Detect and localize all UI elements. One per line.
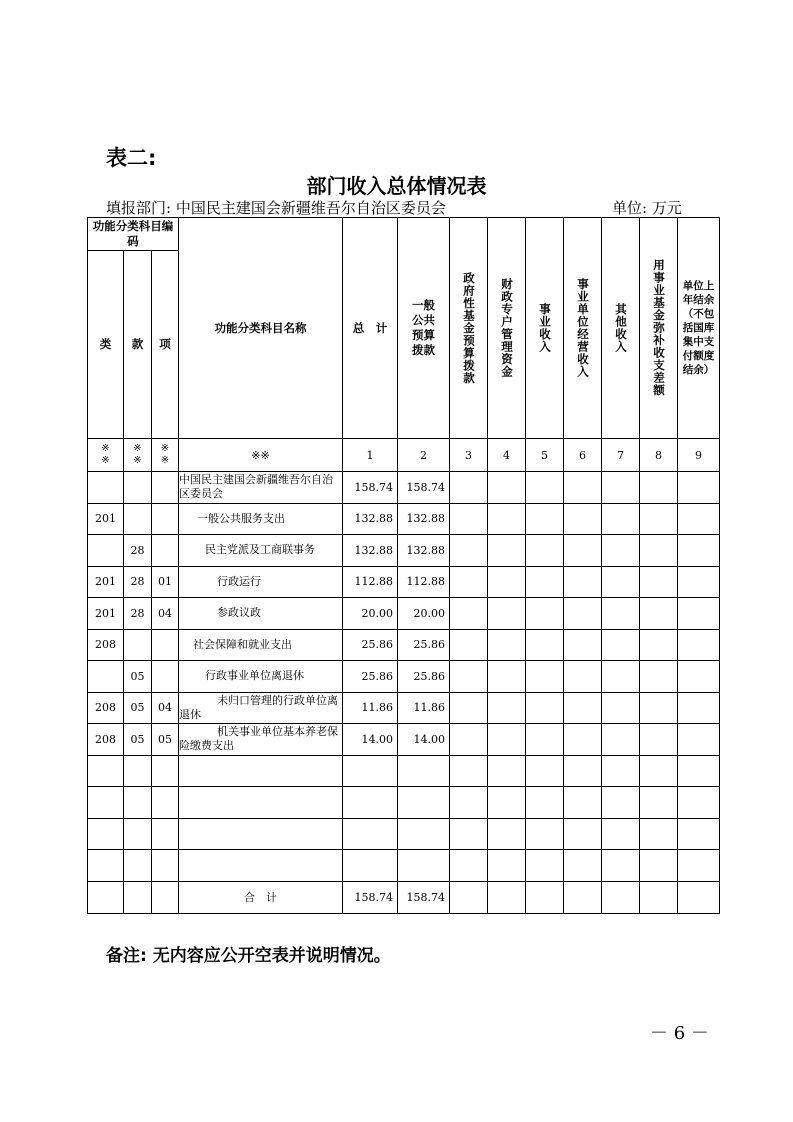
cell-xiang [152,661,179,693]
cell-lei [88,535,124,567]
remark-note: 备注: 无内容应公开空表并说明情况。 [106,946,391,966]
cell-empty [526,629,564,661]
total-general: 158.74 [398,881,450,913]
cell-name [179,755,343,787]
cell-total: 132.88 [343,503,398,535]
header-unit-operation: 事业单位经营收入 [564,218,602,439]
cell-empty [488,472,526,504]
header-general: 一般公共预算拨款 [398,218,450,439]
cell-lei [88,755,124,787]
cell-name: 行政事业单位离退休 [179,661,343,693]
cell-empty [602,566,640,598]
cell-empty [564,755,602,787]
cell-empty [450,503,488,535]
cell-empty [450,598,488,630]
cell-empty [526,661,564,693]
cell-general [398,818,450,850]
cell-empty [450,850,488,882]
header-fund-offset: 用事业基金弥补收支差额 [640,218,678,439]
cell-empty [640,535,678,567]
cell-name: 行政运行 [179,566,343,598]
cell-xiang: 04 [152,692,179,724]
index-num: 2 [398,439,450,472]
cell-total [343,818,398,850]
table-row [88,755,720,787]
index-row [88,439,720,472]
cell-empty [640,598,678,630]
cell-empty [564,566,602,598]
header-fiscal-special: 财政专户管理资金 [488,218,526,439]
cell-kuan: 28 [124,566,152,598]
cell-lei [88,661,124,693]
cell-lei [88,787,124,819]
table-row [88,629,720,661]
cell-empty [602,818,640,850]
page-number: － 6 － [650,1023,709,1044]
cell-empty [602,755,640,787]
cell-empty [640,692,678,724]
cell-xiang [152,850,179,882]
cell-xiang [152,787,179,819]
cell-empty [602,535,640,567]
cell-kuan: 05 [124,724,152,756]
cell-total: 132.88 [343,535,398,567]
cell-lei: 208 [88,724,124,756]
cell-xiang [152,535,179,567]
cell-name: 参政议政 [179,598,343,630]
cell-xiang [152,629,179,661]
cell-general: 158.74 [398,472,450,504]
cell-total: 112.88 [343,566,398,598]
table-label: 表二: [106,146,157,170]
cell-empty [640,724,678,756]
cell-kuan: 05 [124,661,152,693]
cell-empty [450,787,488,819]
cell-empty [640,472,678,504]
table-row [88,724,720,756]
total-total: 158.74 [343,881,398,913]
index-mark: ※※ [160,443,170,466]
cell-total: 25.86 [343,629,398,661]
unit-line: 单位: 万元 [612,199,682,217]
cell-empty [564,787,602,819]
table-row [88,692,720,724]
cell-empty [564,724,602,756]
cell-empty [564,629,602,661]
cell-xiang [152,503,179,535]
cell-empty [488,724,526,756]
cell-empty [678,535,720,567]
cell-lei: 208 [88,692,124,724]
cell-empty [450,629,488,661]
cell-empty [450,692,488,724]
cell-empty [488,881,526,913]
cell-empty [678,818,720,850]
header-code-group: 功能分类科目编码 [88,218,179,251]
header-business: 事业收入 [526,218,564,439]
cell-empty [152,881,179,913]
cell-empty [678,566,720,598]
cell-empty [526,755,564,787]
cell-empty [678,850,720,882]
cell-empty [678,661,720,693]
cell-empty [564,598,602,630]
cell-total [343,850,398,882]
cell-empty [526,535,564,567]
cell-name: 未归口管理的行政单位离退休 [179,692,343,724]
table-row [88,850,720,882]
cell-name [179,787,343,819]
cell-empty [450,818,488,850]
cell-lei [88,850,124,882]
cell-name [179,850,343,882]
cell-empty [564,535,602,567]
cell-empty [450,661,488,693]
cell-empty [450,472,488,504]
page-title: 部门收入总体情况表 [306,174,487,198]
header-xiang: 项 [152,251,179,439]
cell-general [398,755,450,787]
cell-empty [526,818,564,850]
cell-total: 11.86 [343,692,398,724]
cell-lei [88,818,124,850]
cell-empty [450,755,488,787]
cell-empty [678,692,720,724]
cell-empty [640,818,678,850]
cell-general [398,850,450,882]
cell-empty [564,503,602,535]
cell-empty [602,850,640,882]
cell-empty [488,535,526,567]
cell-total: 14.00 [343,724,398,756]
table-row [88,598,720,630]
index-num: 7 [602,439,640,472]
table-row [88,661,720,693]
cell-general: 20.00 [398,598,450,630]
cell-empty [640,850,678,882]
header-other: 其他收入 [602,218,640,439]
cell-kuan [124,850,152,882]
index-num: 6 [564,439,602,472]
cell-empty [678,503,720,535]
cell-empty [640,566,678,598]
cell-kuan [124,629,152,661]
cell-kuan: 05 [124,692,152,724]
cell-kuan [124,818,152,850]
cell-empty [526,724,564,756]
cell-empty [602,503,640,535]
cell-general: 132.88 [398,535,450,567]
cell-empty [526,881,564,913]
cell-total: 158.74 [343,472,398,504]
cell-total: 25.86 [343,661,398,693]
cell-empty [526,850,564,882]
cell-general: 11.86 [398,692,450,724]
cell-xiang [152,818,179,850]
index-num: 3 [450,439,488,472]
cell-lei: 201 [88,598,124,630]
cell-empty [526,503,564,535]
cell-name: 民主党派及工商联事务 [179,535,343,567]
cell-empty [602,787,640,819]
index-mark: ※※ [101,443,110,466]
cell-empty [678,787,720,819]
table-row [88,472,720,504]
index-num: 8 [640,439,678,472]
index-name: ※※ [179,439,343,472]
header-carryover: 单位上年结余（不包括国库集中支付额度结余） [678,218,720,439]
cell-empty [564,692,602,724]
department-line: 填报部门: 中国民主建国会新疆维吾尔自治区委员会 [106,199,446,217]
index-num: 5 [526,439,564,472]
cell-general: 25.86 [398,661,450,693]
cell-empty [678,755,720,787]
index-num: 4 [488,439,526,472]
cell-empty [678,724,720,756]
cell-empty [488,787,526,819]
cell-empty [564,661,602,693]
cell-name: 中国民主建国会新疆维吾尔自治区委员会 [179,472,343,504]
index-num: 1 [343,439,398,472]
table-row [88,787,720,819]
cell-empty [602,724,640,756]
cell-empty [488,818,526,850]
table-row [88,818,720,850]
cell-empty [678,598,720,630]
cell-empty [564,850,602,882]
cell-empty [526,692,564,724]
cell-general: 132.88 [398,503,450,535]
cell-empty [564,472,602,504]
cell-empty [124,881,152,913]
cell-lei: 208 [88,629,124,661]
cell-empty [488,755,526,787]
cell-empty [450,566,488,598]
cell-empty [640,629,678,661]
cell-kuan [124,472,152,504]
cell-lei: 201 [88,566,124,598]
cell-general: 14.00 [398,724,450,756]
cell-kuan [124,503,152,535]
cell-empty [450,881,488,913]
cell-general: 25.86 [398,629,450,661]
cell-empty [602,598,640,630]
cell-empty [640,787,678,819]
income-table [87,217,720,914]
cell-empty [488,661,526,693]
cell-lei: 201 [88,503,124,535]
cell-empty [640,755,678,787]
cell-empty [640,661,678,693]
cell-kuan [124,755,152,787]
cell-xiang [152,472,179,504]
cell-empty [488,692,526,724]
cell-empty [678,881,720,913]
cell-name [179,818,343,850]
cell-kuan: 28 [124,598,152,630]
cell-empty [488,566,526,598]
cell-name: 机关事业单位基本养老保险缴费支出 [179,724,343,756]
cell-empty [678,629,720,661]
cell-empty [450,724,488,756]
total-row [88,881,720,913]
cell-empty [602,661,640,693]
cell-xiang: 04 [152,598,179,630]
cell-general [398,787,450,819]
cell-kuan: 28 [124,535,152,567]
cell-empty [88,881,124,913]
header-lei: 类 [88,251,124,439]
cell-empty [526,566,564,598]
cell-xiang: 05 [152,724,179,756]
cell-empty [488,598,526,630]
header-name: 功能分类科目名称 [179,218,343,439]
cell-empty [678,472,720,504]
cell-empty [488,629,526,661]
cell-total [343,755,398,787]
table-row [88,566,720,598]
cell-kuan [124,787,152,819]
table-row [88,535,720,567]
cell-empty [526,598,564,630]
table-row [88,503,720,535]
cell-empty [602,692,640,724]
cell-name: 一般公共服务支出 [179,503,343,535]
cell-total [343,787,398,819]
index-num: 9 [678,439,720,472]
total-label: 合 计 [179,881,343,913]
header-kuan: 款 [124,251,152,439]
cell-total: 20.00 [343,598,398,630]
cell-empty [564,881,602,913]
cell-empty [602,472,640,504]
cell-empty [564,818,602,850]
cell-empty [450,535,488,567]
header-gov-fund: 政府性基金预算拨款 [450,218,488,439]
cell-lei [88,472,124,504]
cell-empty [526,787,564,819]
cell-xiang: 01 [152,566,179,598]
cell-empty [488,503,526,535]
cell-empty [602,629,640,661]
cell-general: 112.88 [398,566,450,598]
cell-name: 社会保障和就业支出 [179,629,343,661]
header-total: 总 计 [343,218,398,439]
cell-empty [526,472,564,504]
cell-xiang [152,755,179,787]
cell-empty [640,503,678,535]
cell-empty [640,881,678,913]
cell-empty [602,881,640,913]
cell-empty [488,850,526,882]
index-mark: ※※ [133,443,142,466]
